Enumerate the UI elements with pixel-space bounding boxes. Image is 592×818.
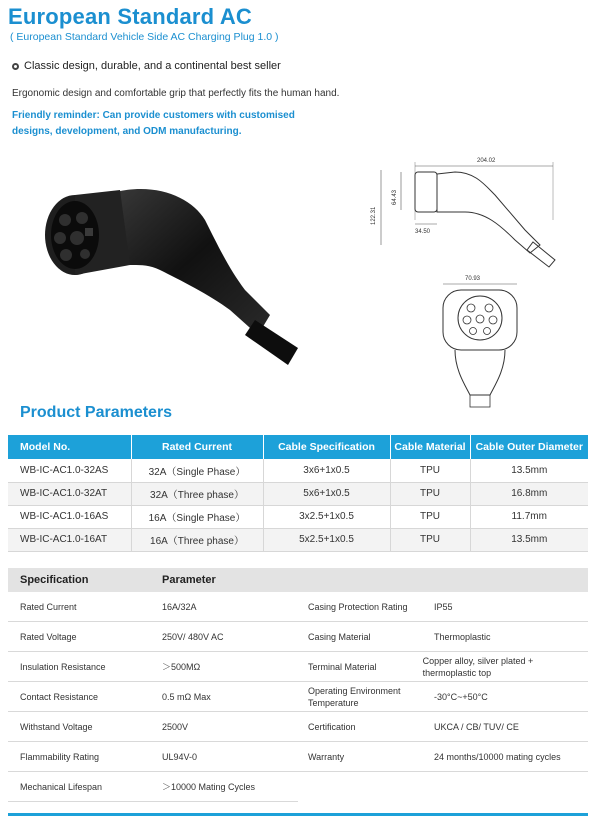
cell: 11.7mm bbox=[470, 505, 588, 528]
col-header: Model No. bbox=[8, 435, 131, 459]
specification-header bbox=[8, 568, 588, 592]
spec-row bbox=[8, 592, 298, 622]
spec-value: ＞10000 Mating Cycles bbox=[162, 782, 256, 792]
col-header: Cable Outer Diameter bbox=[470, 435, 588, 459]
spec-row bbox=[298, 652, 588, 682]
page-subtitle: ( European Standard Vehicle Side AC Charging Plug 1.0 ) bbox=[10, 31, 279, 43]
spec-key: Rated Current bbox=[20, 601, 77, 612]
spec-value: Copper alloy, silver plated + thermoplastic top bbox=[422, 655, 534, 678]
spec-key: Rated Voltage bbox=[20, 631, 77, 642]
spec-value: 0.5 mΩ Max bbox=[162, 691, 211, 702]
charging-plug-photo bbox=[30, 160, 300, 370]
table-row bbox=[8, 482, 588, 505]
param-header-label: Parameter bbox=[162, 574, 216, 586]
inner-height-label: 64.43 bbox=[392, 189, 398, 205]
spec-row bbox=[8, 712, 298, 742]
side-dimension-drawing bbox=[365, 150, 585, 270]
cell: TPU bbox=[390, 505, 470, 528]
spec-row bbox=[298, 742, 588, 772]
spec-key: Contact Resistance bbox=[20, 691, 99, 702]
col-header: Cable Material bbox=[390, 435, 470, 459]
height-dimension-label: 122.31 bbox=[371, 206, 377, 225]
cell: 16.8mm bbox=[470, 482, 588, 505]
page-title: European Standard AC bbox=[8, 4, 252, 29]
nose-dimension-label: 34.50 bbox=[415, 229, 431, 235]
spec-key: Casing Material bbox=[308, 631, 371, 642]
spec-row bbox=[8, 772, 298, 802]
cell: 3x6+1x0.5 bbox=[263, 459, 390, 482]
product-description: Ergonomic design and comfortable grip that perfectly fits the human hand. bbox=[12, 88, 340, 99]
spec-key: Insulation Resistance bbox=[20, 661, 106, 672]
table-row bbox=[8, 505, 588, 528]
spec-row bbox=[8, 742, 298, 772]
front-width-label: 70.93 bbox=[465, 276, 481, 282]
cell: WB-IC-AC1.0-32AT bbox=[8, 482, 131, 505]
cell: 5x6+1x0.5 bbox=[263, 482, 390, 505]
cell: 3x2.5+1x0.5 bbox=[263, 505, 390, 528]
specification-table bbox=[8, 568, 588, 802]
spec-left-column bbox=[8, 592, 298, 802]
spec-row bbox=[298, 622, 588, 652]
spec-value: 2500V bbox=[162, 721, 189, 732]
bottom-rule bbox=[8, 813, 588, 816]
table-row bbox=[8, 459, 588, 482]
feature-bullet-text: Classic design, durable, and a continental best seller bbox=[24, 60, 281, 72]
table-header-row bbox=[8, 435, 588, 459]
width-dimension-label: 204.02 bbox=[477, 158, 496, 164]
spec-value: -30°C~+50°C bbox=[434, 691, 488, 702]
spec-value: 250V/ 480V AC bbox=[162, 631, 224, 642]
spec-key: Withstand Voltage bbox=[20, 721, 93, 732]
col-header: Rated Current bbox=[131, 435, 263, 459]
spec-row bbox=[8, 622, 298, 652]
spec-value: UKCA / CB/ TUV/ CE bbox=[434, 721, 519, 732]
spec-row bbox=[298, 712, 588, 742]
spec-key: Operating Environment Temperature bbox=[308, 685, 401, 708]
spec-value: Thermoplastic bbox=[434, 631, 491, 642]
cell: 13.5mm bbox=[470, 528, 588, 551]
product-parameters-table bbox=[8, 435, 588, 552]
spec-key: Flammability Rating bbox=[20, 751, 100, 762]
feature-bullet bbox=[12, 60, 281, 72]
spec-value: ＞500MΩ bbox=[162, 662, 201, 672]
table-row bbox=[8, 528, 588, 551]
spec-key: Mechanical Lifespan bbox=[20, 781, 103, 792]
spec-row bbox=[8, 682, 298, 712]
cell: 32A（Single Phase） bbox=[131, 459, 263, 482]
cell: TPU bbox=[390, 482, 470, 505]
spec-key: Casing Protection Rating bbox=[308, 601, 408, 612]
cell: WB-IC-AC1.0-16AT bbox=[8, 528, 131, 551]
cell: 13.5mm bbox=[470, 459, 588, 482]
col-header: Cable Specification bbox=[263, 435, 390, 459]
spec-key: Certification bbox=[308, 721, 356, 732]
spec-value: 16A/32A bbox=[162, 601, 197, 612]
cell: 16A（Three phase） bbox=[131, 528, 263, 551]
spec-row bbox=[8, 652, 298, 682]
spec-header-label: Specification bbox=[20, 574, 89, 586]
spec-key: Warranty bbox=[308, 751, 345, 762]
bullet-ring-icon bbox=[12, 63, 19, 70]
cell: TPU bbox=[390, 459, 470, 482]
spec-value: UL94V-0 bbox=[162, 751, 198, 762]
friendly-reminder: Friendly reminder: Can provide customers with customised designs, development, and ODM manufacturing. bbox=[12, 110, 295, 137]
cell: WB-IC-AC1.0-32AS bbox=[8, 459, 131, 482]
cell: 16A（Single Phase） bbox=[131, 505, 263, 528]
cell: TPU bbox=[390, 528, 470, 551]
front-dimension-drawing bbox=[425, 270, 535, 415]
product-parameters-title: Product Parameters bbox=[20, 404, 173, 421]
spec-value: 24 months/10000 mating cycles bbox=[434, 751, 561, 762]
cell: 32A（Three phase） bbox=[131, 482, 263, 505]
spec-row bbox=[298, 682, 588, 712]
spec-right-column bbox=[298, 592, 588, 802]
spec-value: IP55 bbox=[434, 601, 453, 612]
spec-row-empty bbox=[298, 772, 588, 802]
cell: 5x2.5+1x0.5 bbox=[263, 528, 390, 551]
spec-row bbox=[298, 592, 588, 622]
cell: WB-IC-AC1.0-16AS bbox=[8, 505, 131, 528]
spec-key: Terminal Material bbox=[308, 661, 377, 672]
